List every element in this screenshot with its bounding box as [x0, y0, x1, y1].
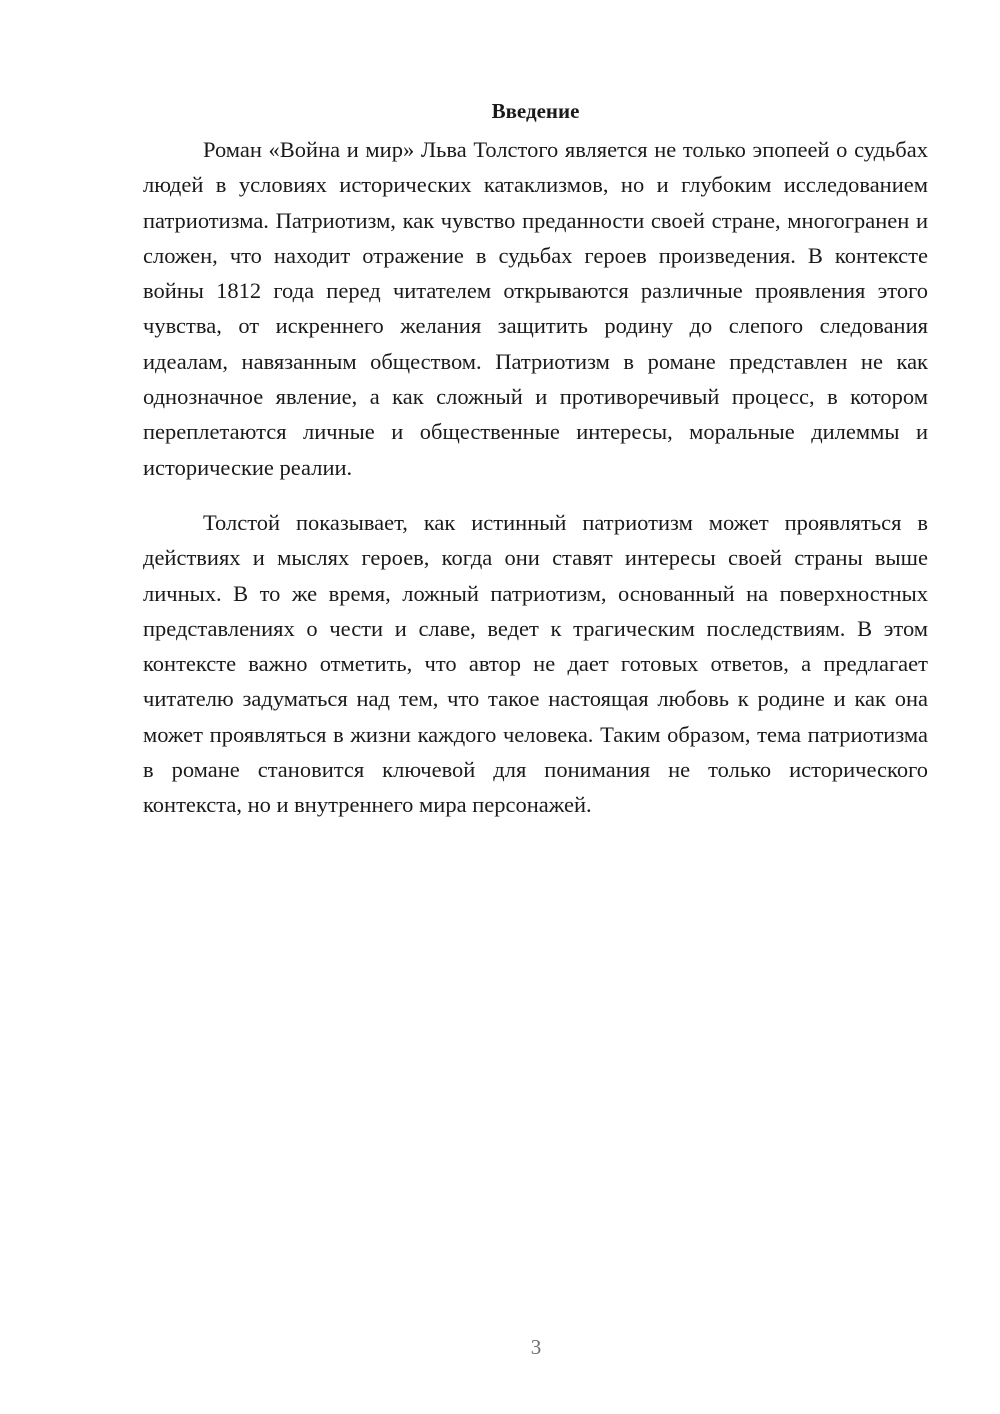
page-number: 3	[530, 1335, 542, 1359]
page-content	[143, 96, 928, 823]
paragraph-1: Роман «Война и мир» Льва Толстого является не только эпопеей о судьбах людей в условиях исторических катаклизмов, но и глубоким исследованием патриотизма. Патриотизм, как чувство преданности своей стране, многогранен и сложен, что находит отражение в судьбах героев произведения. В контексте войны 1812 года перед читателем открываются различные проявления этого чувства, от искреннего желания защитить родину до слепого следования идеалам, навязанным обществом. Патриотизм в романе представлен не как однозначное явление, а как сложный и противоречивый процесс, в котором переплетаются личные и общественные интересы, моральные дилеммы и исторические реалии.	[143, 137, 928, 480]
paragraph-2: Толстой показывает, как истинный патриотизм может проявляться в действиях и мыслях героев, когда они ставят интересы своей страны выше личных. В то же время, ложный патриотизм, основанный на поверхностных представлениях о чести и славе, ведет к трагическим последствиям. В этом контексте важно отметить, что автор не дает готовых ответов, а предлагает читателю задуматься над тем, что такое настоящая любовь к родине и как она может проявляться в жизни каждого человека. Таким образом, тема патриотизма в романе становится ключевой для понимания не только исторического контекста, но и внутреннего мира персонажей.	[143, 509, 928, 818]
section-title: Введение	[491, 99, 580, 123]
